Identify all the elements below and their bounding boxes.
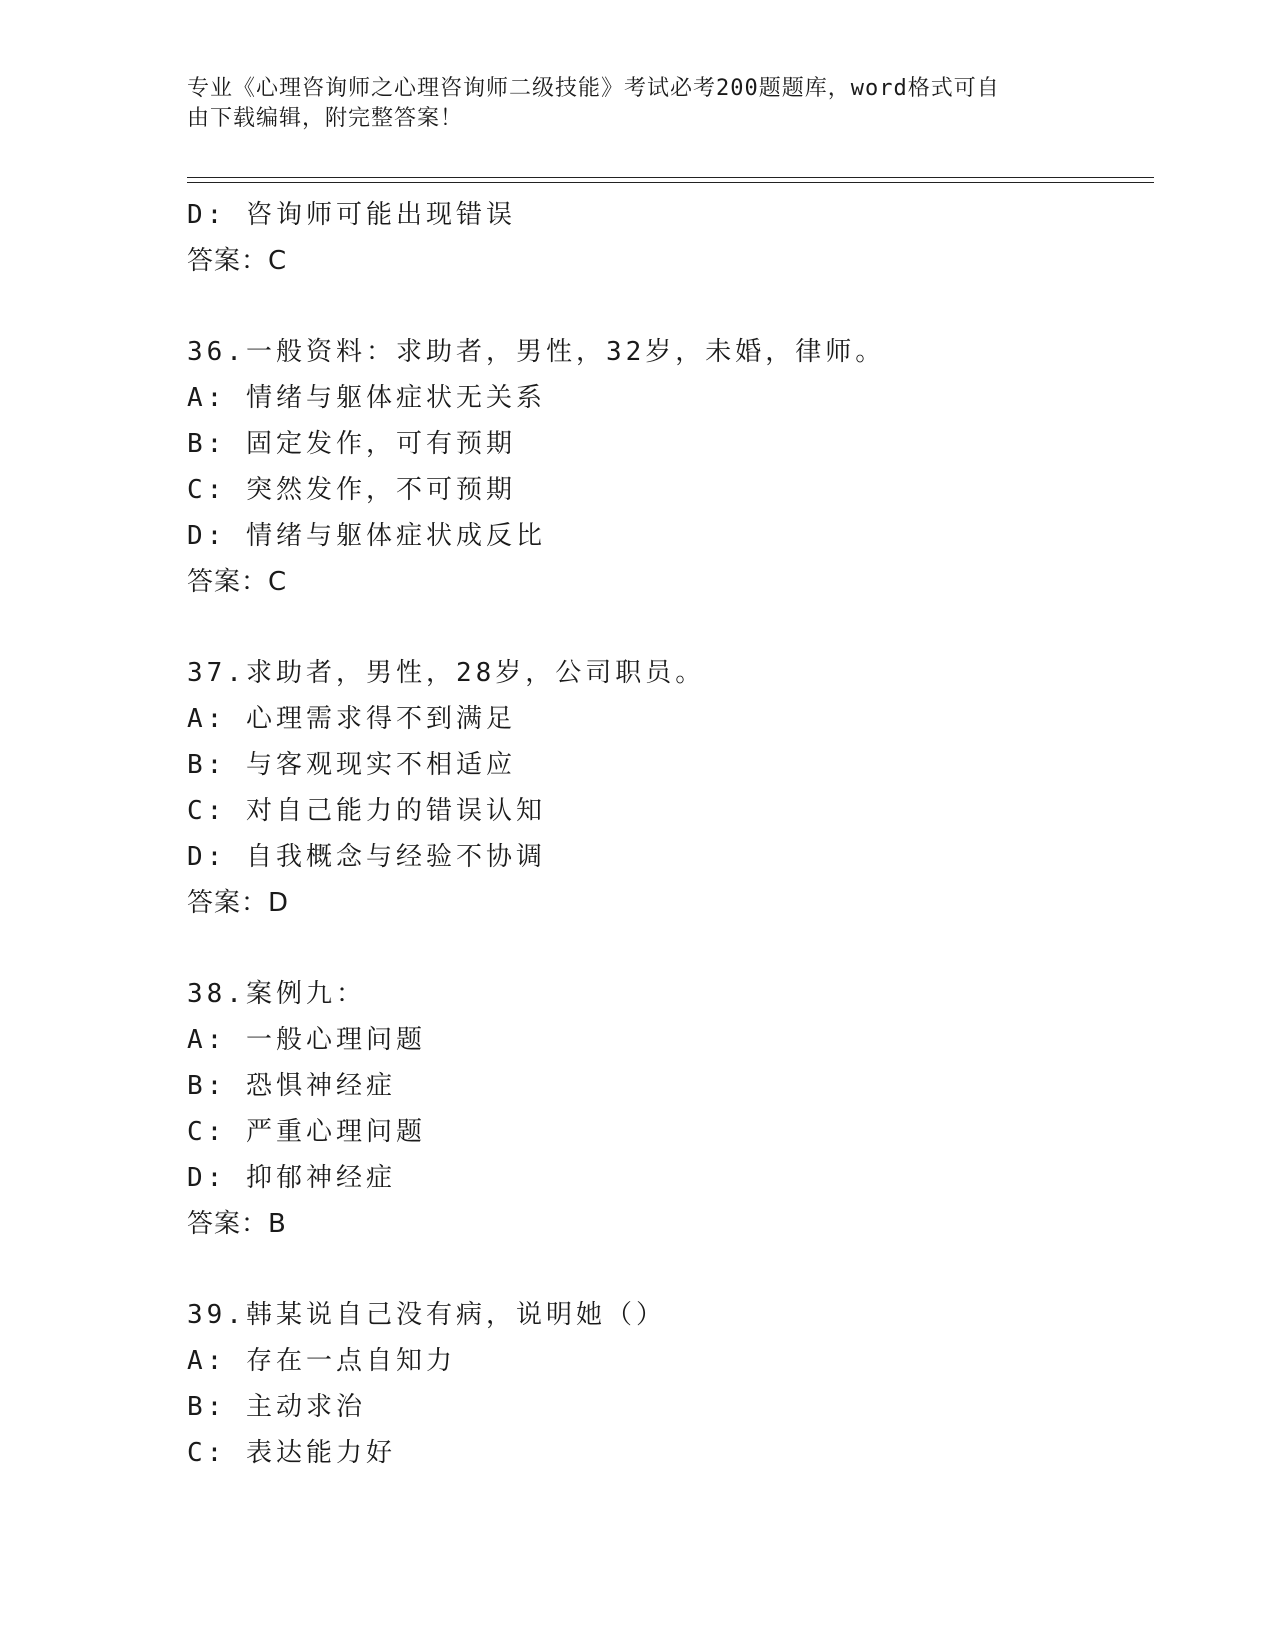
option-a: A: 一般心理问题	[187, 1025, 426, 1055]
answer-line: 答案：C	[187, 567, 288, 597]
question-spacer	[187, 1247, 1147, 1292]
option-d: D: 情绪与躯体症状成反比	[187, 521, 546, 551]
question-stem: 38.案例九：	[187, 979, 366, 1009]
question-stem: 39.韩某说自己没有病，说明她（）	[187, 1300, 666, 1330]
question-spacer	[187, 284, 1147, 329]
question-stem: 36.一般资料：求助者，男性，32岁，未婚，律师。	[187, 337, 886, 367]
question-stem: 37.求助者，男性，28岁，公司职员。	[187, 658, 706, 688]
document-header	[187, 74, 1087, 134]
header-divider-bottom	[187, 182, 1154, 183]
answer-line: 答案：D	[187, 888, 290, 918]
option-c: C: 表达能力好	[187, 1438, 396, 1468]
option-a: A: 心理需求得不到满足	[187, 704, 516, 734]
question-block-36	[187, 329, 1147, 605]
answer-line: 答案：B	[187, 1209, 287, 1239]
option-d: D: 抑郁神经症	[187, 1163, 396, 1193]
option-b: B: 固定发作，可有预期	[187, 429, 516, 459]
option-c: C: 严重心理问题	[187, 1117, 426, 1147]
question-spacer	[187, 605, 1147, 650]
option-c: C: 对自己能力的错误认知	[187, 796, 546, 826]
option-b: B: 与客观现实不相适应	[187, 750, 516, 780]
question-content	[187, 192, 1147, 1476]
option-d: D: 咨询师可能出现错误	[187, 200, 516, 230]
option-a: A: 情绪与躯体症状无关系	[187, 383, 546, 413]
question-spacer	[187, 926, 1147, 971]
header-line-2: 由下载编辑，附完整答案！	[187, 106, 464, 131]
option-c: C: 突然发作，不可预期	[187, 475, 516, 505]
header-line-1: 专业《心理咨询师之心理咨询师二级技能》考试必考200题题库，word格式可自	[187, 76, 1000, 101]
question-block-39	[187, 1292, 1147, 1476]
option-d: D: 自我概念与经验不协调	[187, 842, 546, 872]
answer-line: 答案：C	[187, 246, 288, 276]
header-divider-top	[187, 177, 1154, 178]
question-block-37	[187, 650, 1147, 926]
option-b: B: 恐惧神经症	[187, 1071, 396, 1101]
question-block-38	[187, 971, 1147, 1247]
option-b: B: 主动求治	[187, 1392, 366, 1422]
option-a: A: 存在一点自知力	[187, 1346, 456, 1376]
